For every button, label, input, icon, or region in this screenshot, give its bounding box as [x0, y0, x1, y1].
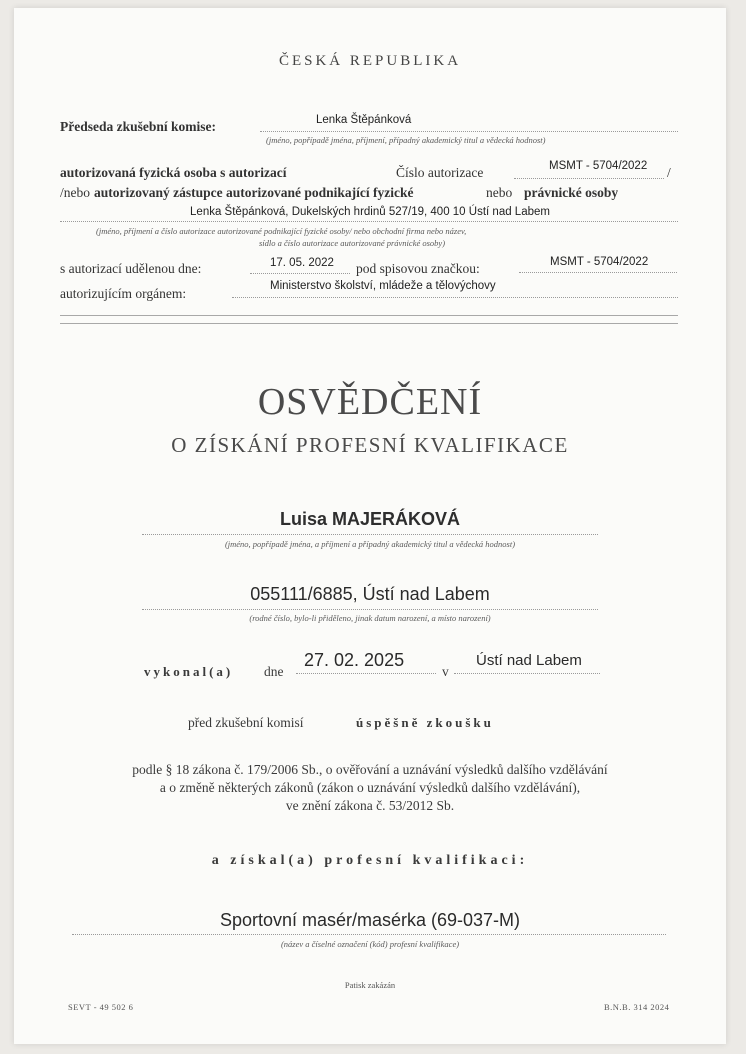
granted-date-line — [250, 273, 350, 274]
file-ref-label: pod spisovou značkou: — [356, 261, 480, 276]
holder-name-hint: (jméno, popřípadě jména, a příjmení a případný akademický titul a vědecká hodnost) — [224, 539, 516, 549]
auth-number-label: Číslo autorizace — [396, 165, 484, 180]
holder-birth-hint: (rodné číslo, bylo-li přiděleno, jinak datum narození, a místo narození) — [249, 613, 491, 623]
certificate-title: OSVĚDČENÍ — [257, 381, 483, 423]
country-heading: ČESKÁ REPUBLIKA — [278, 53, 462, 69]
authority: Ministerstvo školství, mládeže a tělovýchovy — [270, 280, 496, 292]
authority-label: autorizujícím orgánem: — [60, 286, 187, 301]
law-line-1: podle § 18 zákona č. 179/2006 Sb., o ověřování a uznávání výsledků dalšího vzdělávání — [132, 762, 608, 777]
auth-number: MSMT - 5704/2022 — [549, 160, 648, 172]
or-word: nebo — [486, 185, 513, 200]
header-divider-2 — [60, 323, 678, 324]
success-label: úspěšně zkoušku — [356, 715, 494, 730]
holder-name-line — [142, 534, 598, 535]
holder-birth-line — [142, 609, 598, 610]
exam-place-line — [454, 673, 600, 674]
qualification-name: Sportovní masér/masérka (69-037-M) — [219, 910, 521, 930]
holder-birth-place: 055111/6885, Ústí nad Labem — [250, 584, 490, 604]
performed-label: vykonal(a) — [144, 664, 234, 679]
authorized-label: autorizovaná fyzická osoba s autorizací — [60, 165, 287, 180]
qualification-gained-label: a získal(a) profesní kvalifikaci: — [211, 853, 529, 868]
reprint-notice: Patisk zakázán — [344, 980, 396, 990]
granted-label: s autorizací udělenou dne: — [60, 261, 202, 276]
law-line-3: ve znění zákona č. 53/2012 Sb. — [285, 798, 455, 813]
header-divider-1 — [60, 315, 678, 316]
auth-slash: / — [667, 165, 671, 180]
person-details: Lenka Štěpánková, Dukelských hrdinů 527/19, 400 10 Ústí nad Labem — [190, 206, 550, 218]
or-prefix: /nebo — [60, 185, 90, 200]
exam-place: Ústí nad Labem — [476, 652, 582, 669]
legal-person-label: právnické osoby — [524, 185, 619, 200]
chair-hint: (jméno, popřípadě jména, příjmení, případný akademický titul a vědecká hodnost) — [266, 135, 546, 145]
before-label: před zkušební komisí — [188, 715, 304, 730]
exam-date: 27. 02. 2025 — [304, 650, 405, 670]
file-ref: MSMT - 5704/2022 — [550, 256, 649, 268]
person-details-line — [60, 221, 678, 222]
granted-date: 17. 05. 2022 — [270, 257, 334, 269]
holder-name: Luisa MAJERÁKOVÁ — [279, 509, 461, 529]
footer-code-left: SEVT - 49 502 6 — [68, 1002, 134, 1012]
chair-line — [260, 131, 678, 132]
person-hint-2: sídlo a číslo autorizace autorizované právnické osoby) — [259, 238, 446, 248]
certificate-page — [14, 8, 726, 1044]
chair-label: Předseda zkušební komise: — [60, 119, 217, 134]
chair-name: Lenka Štěpánková — [316, 114, 412, 126]
on-label: dne — [264, 664, 284, 679]
exam-date-line — [296, 673, 436, 674]
law-line-2: a o změně některých zákonů (zákon o uznávání výsledků dalšího vzdělávání), — [159, 780, 581, 795]
in-label: v — [442, 664, 449, 679]
file-ref-line — [519, 272, 677, 273]
qualification-hint: (název a číselné označení (kód) profesní kvalifikace) — [280, 939, 460, 949]
footer-code-right: B.N.B. 314 2024 — [604, 1002, 670, 1012]
authority-line — [232, 297, 678, 298]
qualification-line — [72, 934, 666, 935]
certificate-subtitle: O ZÍSKÁNÍ PROFESNÍ KVALIFIKACE — [171, 433, 569, 457]
person-hint-1: (jméno, příjmení a číslo autorizace autorizované podnikající fyzické osoby/ nebo obchodní firma nebo název, — [96, 226, 467, 236]
auth-number-line — [514, 178, 664, 179]
authorized-rep-label: autorizovaný zástupce autorizované podnikající fyzické — [94, 185, 414, 200]
